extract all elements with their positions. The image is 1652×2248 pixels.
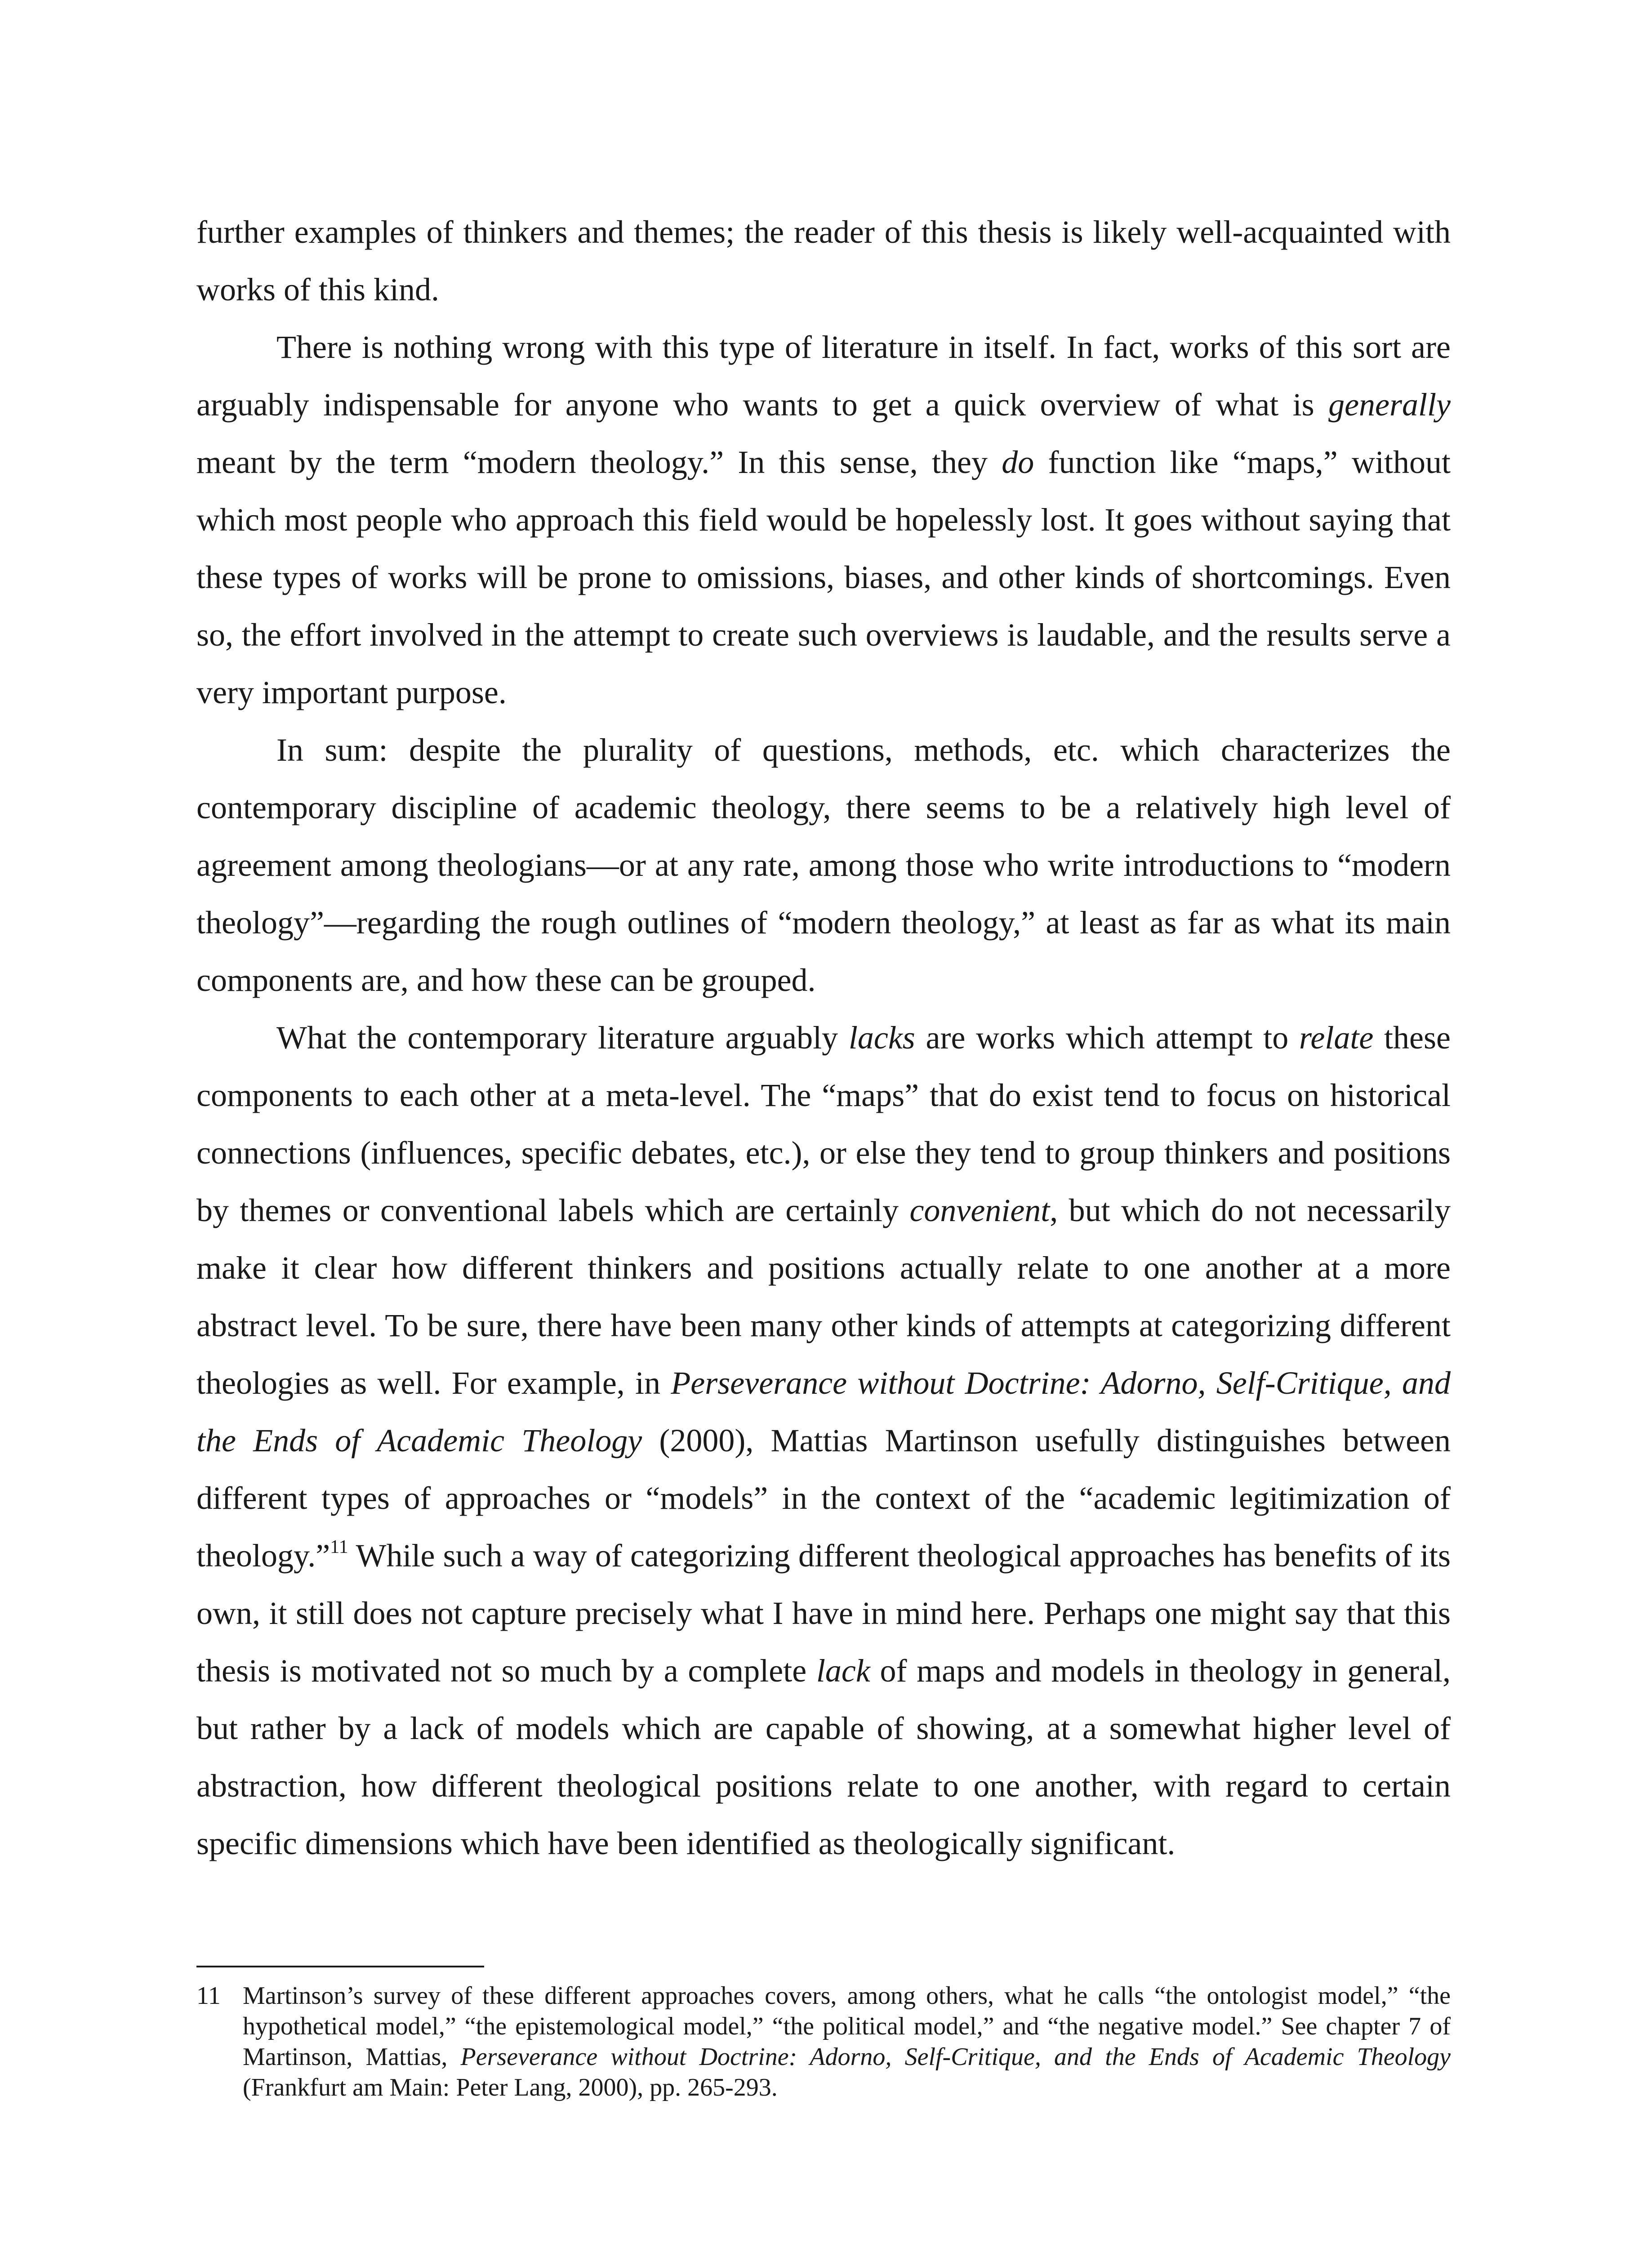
italic-text: do [1002,444,1034,480]
text-run: What the contemporary literature arguably [276,1020,849,1056]
text-run: (Frankfurt am Main: Peter Lang, 2000), pp. 265-293. [243,2074,778,2101]
body-text [196,203,1451,1872]
text-run: While such a way of categorizing different theological approaches has benefits of its own, it still does not capture precisely what I have in mind here. Perhaps one might say that this thesis is motivated not so much by a complete [196,1538,1451,1689]
text-run: (2000), Mattias Martinson usefully distinguishes between different types of approaches or “models” in the context of the “academic legitimization of theology.” [196,1423,1451,1574]
italic-text: convenient [909,1192,1050,1228]
text-run: further examples of thinkers and themes; the reader of this thesis is likely well-acquainted with works of this kind. [196,214,1451,308]
italic-text: lacks [848,1020,915,1056]
footnote [196,1980,1451,2103]
footnote-separator [196,1966,484,1967]
text-run: meant by the term “modern theology.” In this sense, they [196,444,1002,480]
paragraph [196,203,1451,318]
text-run: There is nothing wrong with this type of literature in itself. In fact, works of this sort are arguably indispensable for anyone who wants to get a quick overview of what is [196,329,1451,423]
paragraph [196,1009,1451,1872]
paragraph [196,318,1451,721]
text-run: Martinson’s survey of these different approaches covers, among others, what he calls “the ontologist model,” “the hypothetical model,” “the epistemological model,” “the political model,” and “the negative model.” See chapter 7 of Martinson, Mattias, [243,1982,1451,2071]
text-run: function like “maps,” without which most people who approach this field would be hopelessly lost. It goes without saying that these types of works will be prone to omissions, biases, and other kinds of shortcomings. Even so, the effort involved in the attempt to create such overviews is laudable, and the results serve a very important purpose. [196,444,1451,710]
italic-text: relate [1299,1020,1374,1056]
text-run: are works which attempt to [915,1020,1300,1056]
footnote-text [243,1980,1451,2103]
footnote-reference: 11 [330,1537,348,1557]
italic-text: Perseverance without Doctrine: Adorno, Self-Critique, and the Ends of Academic Theology [196,1365,1451,1459]
footnote-number: 11 [196,1982,221,2010]
paragraph [196,721,1451,1009]
italic-text: Perseverance without Doctrine: Adorno, Self-Critique, and the Ends of Academic Theology [460,2043,1451,2071]
text-run: these components to each other at a meta-level. The “maps” that do exist tend to focus on historical connections (influences, specific debates, etc.), or else they tend to group thinkers and positions by themes or conventional labels which are certainly [196,1020,1451,1228]
italic-text: lack [816,1653,870,1689]
text-run: , but which do not necessarily make it clear how different thinkers and positions actually relate to one another at a more abstract level. To be sure, there have been many other kinds of attempts at categorizing different theologies as well. For example, in [196,1192,1451,1401]
text-run: of maps and models in theology in general, but rather by a lack of models which are capable of showing, at a somewhat higher level of abstraction, how different theological positions relate to one another, with regard to certain specific dimensions which have been identified as theologically significant. [196,1653,1451,1861]
text-run: In sum: despite the plurality of questions, methods, etc. which characterizes the contemporary discipline of academic theology, there seems to be a relatively high level of agreement among theologians—or at any rate, among those who write introductions to “modern theology”—regarding the rough outlines of “modern theology,” at least as far as what its main components are, and how these can be grouped. [196,732,1451,998]
italic-text: generally [1328,387,1451,423]
